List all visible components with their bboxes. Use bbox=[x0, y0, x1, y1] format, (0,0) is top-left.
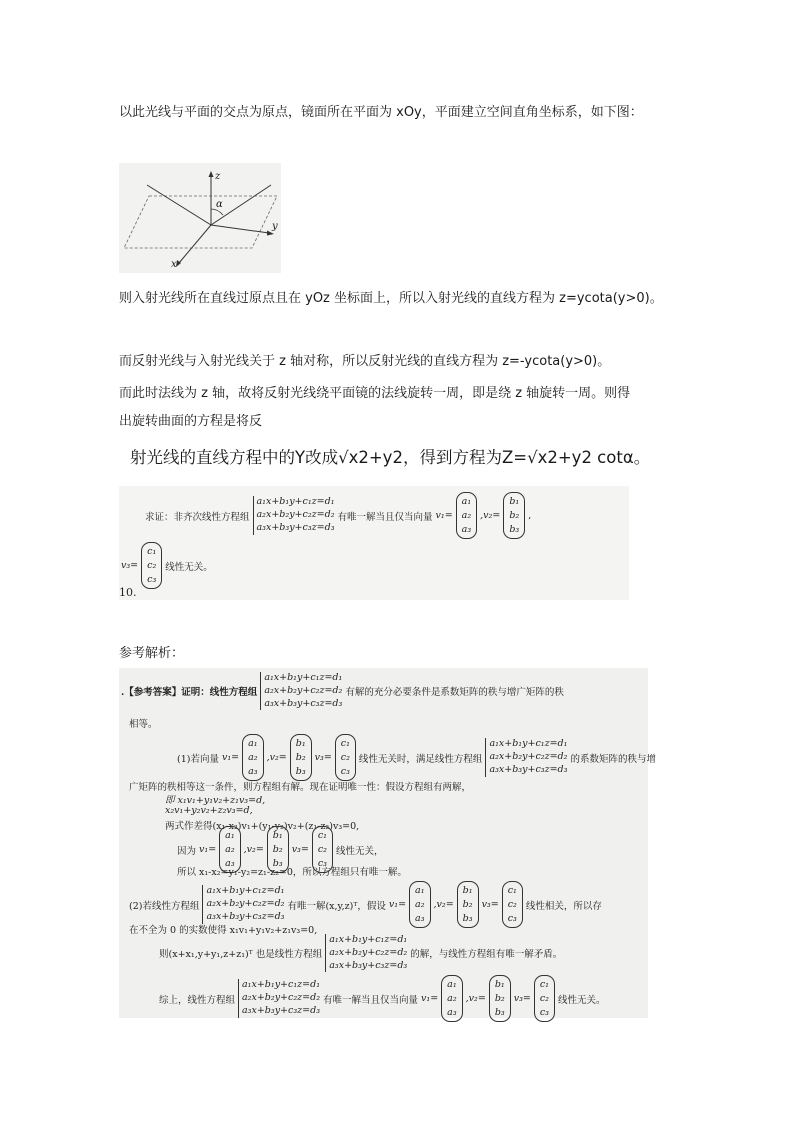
part2-line1: (2)若线性方程组 a₁x+b₁y+c₁z=d₁ a₂x+b₂y+c₂z=d₂ a₃x+b₃y+c₃z=d₃ 有唯一解(x,y,z)ᵀ，假设 v₁= a₁ a₂ a₃ ,v₂= b₁ b₂ b₃ v₃= c₁ c₂ c₃ 线性相关，所以存 bbox=[129, 881, 602, 928]
paragraph-normal-line: 而此时法线为 z 轴，故将反射光线绕平面镜的法线旋转一周，即是绕 z 轴旋转一周。则得 bbox=[119, 386, 631, 401]
part2-then-system: a₁x+b₁y+c₁z=d₁ a₂x+b₂y+c₂z=d₂ a₃x+b₃y+c₃z=d₃ bbox=[325, 934, 407, 972]
part1-line5: 两式作差得(x₁-x₂)v₁+(y₁-y₂)v₂+(z₁-z₂)v₃=0, bbox=[165, 821, 360, 832]
part2-vector-v1: a₁ a₂ a₃ bbox=[409, 881, 430, 928]
part1b-vector-v1: a₁ a₂ a₃ bbox=[219, 826, 240, 873]
coordinate-diagram bbox=[119, 163, 281, 273]
paragraph-incident-ray: 则入射光线所在直线过原点且在 yOz 坐标面上，所以入射光线的直线方程为 z=ycota(y>0)。 bbox=[119, 291, 663, 306]
part2-vector-v3: c₁ c₂ c₃ bbox=[502, 881, 523, 928]
answer-head-cont: 相等。 bbox=[129, 719, 158, 730]
v1-label: v₁= bbox=[435, 510, 453, 522]
part1-because: 因为 v₁= a₁ a₂ a₃ ,v₂= b₁ b₂ b₃ v₃= c₁ c₂ c₃ 线性无关， bbox=[177, 826, 383, 873]
problem-panel bbox=[119, 486, 629, 600]
part1-vector-v1: a₁ a₂ a₃ bbox=[242, 734, 263, 781]
equation-1: a₁x+b₁y+c₁z=d₁ bbox=[256, 496, 335, 508]
part1-line3: 即 x₁v₁+y₁v₂+z₁v₃=d, bbox=[165, 795, 266, 806]
vector-v1: a₁ a₂ a₃ bbox=[456, 492, 477, 539]
answer-head-prefix: .【参考答案】证明：线性方程组 bbox=[121, 687, 258, 699]
v2-label: ,v₂= bbox=[480, 510, 501, 522]
equation-3: a₃x+b₃y+c₃z=d₃ bbox=[256, 522, 335, 534]
paragraph-intro: 以此光线与平面的交点为原点，镜面所在平面为 xOy，平面建立空间直角坐标系，如下图： bbox=[119, 105, 643, 120]
part2-then: 则(x+x₁,y+y₁,z+z₁)ᵀ 也是线性方程组 a₁x+b₁y+c₁z=d₁ a₂x+b₂y+c₂z=d₂ a₃x+b₃y+c₃z=d₃ 的解，与线性方程组有唯一解矛盾。 bbox=[159, 934, 563, 971]
paragraph-reflected-ray: 而反射光线与入射光线关于 z 轴对称，所以反射光线的直线方程为 z=-ycota(y>0)。 bbox=[119, 354, 611, 369]
part1b-vector-v2: b₁ b₂ b₃ bbox=[267, 826, 289, 873]
axis-x-label: x bbox=[171, 259, 177, 270]
problem-statement bbox=[145, 492, 531, 539]
part1-line4: x₂v₁+y₂v₂+z₂v₃=d, bbox=[165, 805, 253, 816]
answer-head bbox=[121, 672, 564, 710]
conclusion-line: 综上，线性方程组 a₁x+b₁y+c₁z=d₁ a₂x+b₂y+c₂z=d₂ a₃x+b₃y+c₃z=d₃ 有唯一解当且仅当向量 v₁= a₁ a₂ a₃ ,v₂= b₁ b₂ b₃ v₃= c₁ c₂ c₃ 线性无关。 bbox=[159, 975, 606, 1022]
part1-vector-v2: b₁ b₂ b₃ bbox=[290, 734, 312, 781]
axis-z-label: z bbox=[215, 171, 221, 182]
part1-line2: 广矩阵的秩相等这一条件，则方程组有解。现在证明唯一性：假设方程组有两解， bbox=[129, 782, 472, 793]
part1b-vector-v3: c₁ c₂ c₃ bbox=[312, 826, 333, 873]
vector-v3: c₁ c₂ c₃ bbox=[141, 542, 162, 589]
answer-head-suffix: 有解的充分必要条件是系数矩阵的秩与增广矩阵的秩 bbox=[345, 687, 564, 699]
angle-label: α bbox=[216, 199, 223, 210]
conclusion-vector-v2: b₁ b₂ b₃ bbox=[489, 975, 511, 1022]
part1-vector-v3: c₁ c₂ c₃ bbox=[335, 734, 356, 781]
v3-label: v₃= bbox=[121, 560, 139, 572]
analysis-title: 参考解析： bbox=[119, 646, 185, 661]
part1-system: a₁x+b₁y+c₁z=d₁ a₂x+b₂y+c₂z=d₂ a₃x+b₃y+c₃z=d₃ bbox=[485, 738, 567, 776]
part2-vector-v2: b₁ b₂ b₃ bbox=[457, 881, 479, 928]
answer-head-system: a₁x+b₁y+c₁z=d₁ a₂x+b₂y+c₂z=d₂ a₃x+b₃y+c₃z=d₃ bbox=[260, 672, 342, 710]
problem-statement-line2 bbox=[121, 542, 213, 589]
part2-system: a₁x+b₁y+c₁z=d₁ a₂x+b₂y+c₂z=d₂ a₃x+b₃y+c₃z=d₃ bbox=[202, 885, 284, 923]
problem-mid: 有唯一解当且仅当向量 bbox=[337, 511, 433, 523]
part1-conclusion: 所以 x₁-x₂=y₁-y₂=z₁-z₂=0，所以方程组只有唯一解。 bbox=[177, 867, 407, 878]
part1-mid: 线性无关时，满足线性方程组 bbox=[358, 753, 483, 765]
paragraph-normal-line-cont: 出旋转曲面的方程是将反 bbox=[119, 414, 263, 429]
problem-system bbox=[253, 496, 335, 534]
conclusion-vector-v1: a₁ a₂ a₃ bbox=[441, 975, 462, 1022]
answer-panel bbox=[119, 668, 656, 1018]
part1-prefix: (1)若向量 bbox=[177, 753, 219, 765]
problem-prefix: 求证：非齐次线性方程组 bbox=[145, 511, 250, 523]
problem-number: 10. bbox=[119, 586, 137, 599]
conclusion-vector-v3: c₁ c₂ c₃ bbox=[534, 975, 555, 1022]
axis-y-label: y bbox=[272, 221, 278, 232]
equation-2: a₂x+b₂y+c₂z=d₂ bbox=[256, 509, 335, 521]
part2-line2: 在不全为 0 的实数使得 x₁v₁+y₁v₂+z₁v₃=0, bbox=[129, 925, 318, 936]
paragraph-rotation-equation: 射光线的直线方程中的Y改成√x2+y2，得到方程为Z=√x2+y2 cotα。 bbox=[130, 448, 651, 467]
vector-v2: b₁ b₂ b₃ bbox=[503, 492, 525, 539]
problem-comma: , bbox=[528, 510, 532, 522]
coordinate-figure bbox=[119, 163, 281, 273]
problem-suffix: 线性无关。 bbox=[165, 561, 213, 573]
part1-line1: (1)若向量 v₁= a₁ a₂ a₃ ,v₂= b₁ b₂ b₃ v₃= c₁ c₂ c₃ 线性无关时，满足线性方程组 a₁x+b₁y+c₁z=d₁ a₂x+b₂y+c₂z=d₂ a₃x+b₃y+c₃z=d₃ 的系数矩阵的秩与增 bbox=[177, 734, 656, 781]
part1-suffix: 的系数矩阵的秩与增 bbox=[570, 753, 656, 765]
conclusion-system: a₁x+b₁y+c₁z=d₁ a₂x+b₂y+c₂z=d₂ a₃x+b₃y+c₃z=d₃ bbox=[238, 979, 320, 1017]
